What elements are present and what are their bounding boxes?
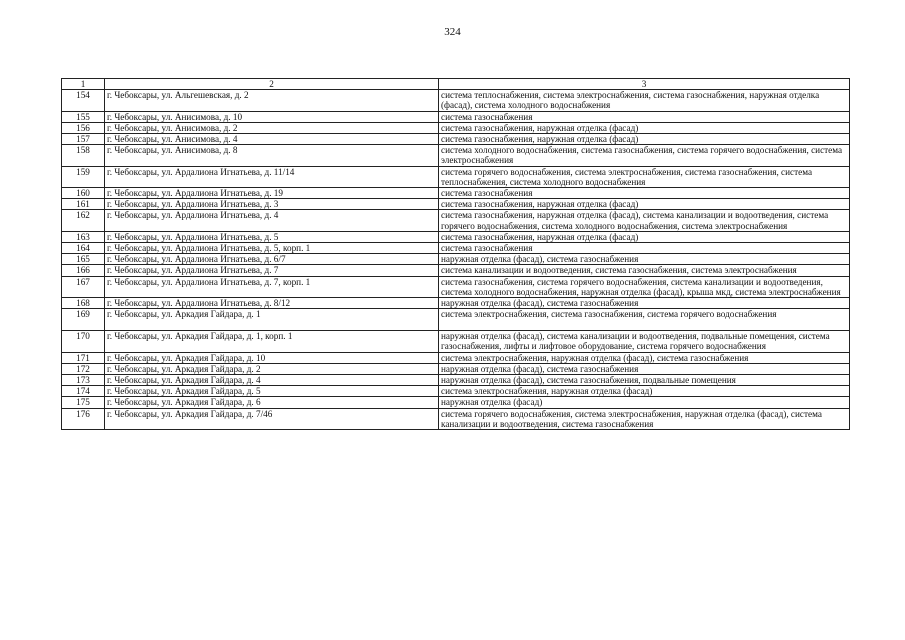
row-address: г. Чебоксары, ул. Аркадия Гайдара, д. 1, корп. 1 [105, 331, 439, 352]
row-address: г. Чебоксары, ул. Анисимова, д. 10 [105, 111, 439, 122]
row-systems: система газоснабжения [439, 111, 850, 122]
row-number: 157 [62, 134, 105, 145]
row-systems: система газоснабжения, система горячего водоснабжения, система канализации и водоотведения, система холодного водоснабжения, наружная отделка (фасад), крыша мкд, система электроснабжения [439, 276, 850, 297]
row-address: г. Чебоксары, ул. Ардалиона Игнатьева, д. 5, корп. 1 [105, 243, 439, 254]
table-row [62, 199, 850, 210]
row-number: 159 [62, 166, 105, 187]
row-number: 174 [62, 386, 105, 397]
table-row [62, 134, 850, 145]
table-row [62, 375, 850, 386]
table-row [62, 122, 850, 133]
row-systems: система электроснабжения, наружная отделка (фасад), система газоснабжения [439, 352, 850, 363]
row-number: 155 [62, 111, 105, 122]
row-systems: наружная отделка (фасад) [439, 397, 850, 408]
row-address: г. Чебоксары, ул. Ардалиона Игнатьева, д. 6/7 [105, 254, 439, 265]
row-systems: наружная отделка (фасад), система канализации и водоотведения, подвальные помещения, система газоснабжения, лифты и лифтовое оборудование, система горячего водоснабжения [439, 331, 850, 352]
row-address: г. Чебоксары, ул. Анисимова, д. 4 [105, 134, 439, 145]
row-systems: система канализации и водоотведения, система газоснабжения, система электроснабжения [439, 265, 850, 276]
header-col-3: 3 [439, 79, 850, 90]
table-row [62, 254, 850, 265]
table-header-row [62, 79, 850, 90]
table-row [62, 386, 850, 397]
row-number: 165 [62, 254, 105, 265]
table-row [62, 352, 850, 363]
row-address: г. Чебоксары, ул. Аркадия Гайдара, д. 1 [105, 309, 439, 331]
objects-table [61, 78, 850, 430]
row-systems: наружная отделка (фасад), система газоснабжения [439, 298, 850, 309]
header-col-2: 2 [105, 79, 439, 90]
row-systems: система газоснабжения [439, 243, 850, 254]
row-address: г. Чебоксары, ул. Ардалиона Игнатьева, д. 11/14 [105, 166, 439, 187]
row-address: г. Чебоксары, ул. Ардалиона Игнатьева, д. 8/12 [105, 298, 439, 309]
row-number: 162 [62, 210, 105, 231]
row-number: 167 [62, 276, 105, 297]
header-col-1: 1 [62, 79, 105, 90]
row-systems: система газоснабжения, наружная отделка (фасад) [439, 231, 850, 242]
table-row [62, 276, 850, 297]
row-number: 163 [62, 231, 105, 242]
row-address: г. Чебоксары, ул. Ардалиона Игнатьева, д. 3 [105, 199, 439, 210]
table-row [62, 265, 850, 276]
row-address: г. Чебоксары, ул. Ардалиона Игнатьева, д. 5 [105, 231, 439, 242]
row-systems: система горячего водоснабжения, система электроснабжения, система газоснабжения, система теплоснабжения, система холодного водоснабжения [439, 166, 850, 187]
table-row [62, 188, 850, 199]
row-systems: система горячего водоснабжения, система электроснабжения, наружная отделка (фасад), система канализации и водоотведения, система газоснабжения [439, 408, 850, 429]
table-row [62, 309, 850, 331]
row-systems: наружная отделка (фасад), система газоснабжения, подвальные помещения [439, 375, 850, 386]
row-systems: система газоснабжения, наружная отделка (фасад) [439, 199, 850, 210]
row-systems: система газоснабжения, наружная отделка (фасад) [439, 134, 850, 145]
row-address: г. Чебоксары, ул. Аркадия Гайдара, д. 10 [105, 352, 439, 363]
row-systems: наружная отделка (фасад), система газоснабжения [439, 363, 850, 374]
row-number: 176 [62, 408, 105, 429]
table-row [62, 210, 850, 231]
table-row [62, 166, 850, 187]
table-row [62, 298, 850, 309]
table-row [62, 243, 850, 254]
row-number: 156 [62, 122, 105, 133]
row-systems: система теплоснабжения, система электроснабжения, система газоснабжения, наружная отделка (фасад), система холодного водоснабжения [439, 90, 850, 111]
row-systems: система газоснабжения [439, 188, 850, 199]
table-row [62, 145, 850, 166]
row-address: г. Чебоксары, ул. Анисимова, д. 2 [105, 122, 439, 133]
row-systems: система электроснабжения, система газоснабжения, система горячего водоснабжения [439, 309, 850, 331]
table-row [62, 231, 850, 242]
row-number: 172 [62, 363, 105, 374]
row-number: 164 [62, 243, 105, 254]
table-row [62, 397, 850, 408]
row-number: 173 [62, 375, 105, 386]
row-address: г. Чебоксары, ул. Аркадия Гайдара, д. 2 [105, 363, 439, 374]
table-row [62, 90, 850, 111]
row-number: 154 [62, 90, 105, 111]
page-number: 324 [444, 26, 461, 38]
row-number: 168 [62, 298, 105, 309]
row-systems: система холодного водоснабжения, система газоснабжения, система горячего водоснабжения, система электроснабжения [439, 145, 850, 166]
row-address: г. Чебоксары, ул. Аркадия Гайдара, д. 7/46 [105, 408, 439, 429]
row-systems: наружная отделка (фасад), система газоснабжения [439, 254, 850, 265]
row-address: г. Чебоксары, ул. Ардалиона Игнатьева, д. 7, корп. 1 [105, 276, 439, 297]
row-systems: система электроснабжения, наружная отделка (фасад) [439, 386, 850, 397]
table-row [62, 111, 850, 122]
row-address: г. Чебоксары, ул. Анисимова, д. 8 [105, 145, 439, 166]
row-systems: система газоснабжения, наружная отделка (фасад) [439, 122, 850, 133]
row-number: 166 [62, 265, 105, 276]
row-address: г. Чебоксары, ул. Аркадия Гайдара, д. 4 [105, 375, 439, 386]
row-address: г. Чебоксары, ул. Аркадия Гайдара, д. 6 [105, 397, 439, 408]
row-number: 175 [62, 397, 105, 408]
row-number: 158 [62, 145, 105, 166]
row-address: г. Чебоксары, ул. Альгешевская, д. 2 [105, 90, 439, 111]
row-address: г. Чебоксары, ул. Ардалиона Игнатьева, д. 4 [105, 210, 439, 231]
row-address: г. Чебоксары, ул. Ардалиона Игнатьева, д. 19 [105, 188, 439, 199]
table-row [62, 408, 850, 429]
row-address: г. Чебоксары, ул. Аркадия Гайдара, д. 5 [105, 386, 439, 397]
table-row [62, 363, 850, 374]
row-number: 170 [62, 331, 105, 352]
table-row [62, 331, 850, 352]
row-number: 160 [62, 188, 105, 199]
row-number: 171 [62, 352, 105, 363]
row-systems: система газоснабжения, наружная отделка (фасад), система канализации и водоотведения, система горячего водоснабжения, система холодного водоснабжения, система электроснабжения [439, 210, 850, 231]
row-address: г. Чебоксары, ул. Ардалиона Игнатьева, д. 7 [105, 265, 439, 276]
row-number: 161 [62, 199, 105, 210]
row-number: 169 [62, 309, 105, 331]
